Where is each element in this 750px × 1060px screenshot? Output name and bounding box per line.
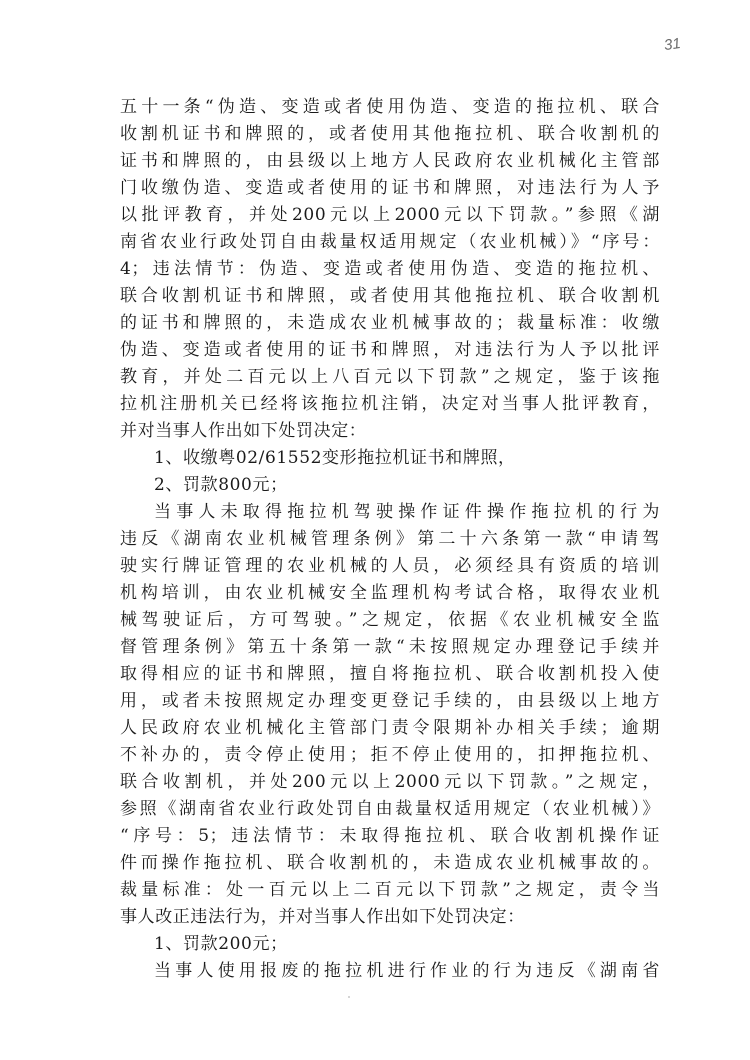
text-line: “序号：5；违法情节：未取得拖拉机、联合收割机操作证 bbox=[120, 826, 660, 846]
text-line: 督管理条例》第五十条第一款“未按照规定办理登记手续并 bbox=[120, 637, 660, 657]
text-line: 驶实行牌证管理的农业机械的人员，必须经具有资质的培训 bbox=[120, 556, 660, 576]
scan-speck bbox=[348, 996, 350, 998]
text-line: 机构培训，由农业机械安全监理机构考试合格，取得农业机 bbox=[120, 583, 660, 603]
text-line: 械驾驶证后，方可驾驶。”之规定，依据《农业机械安全监 bbox=[120, 610, 660, 630]
text-line: 1、收缴粤02/61552变形拖拉机证书和牌照， bbox=[154, 448, 516, 468]
text-line: 参照《湖南省农业行政处罚自由裁量权适用规定（农业机械）》 bbox=[120, 799, 660, 819]
body-text bbox=[120, 94, 660, 985]
text-line: 不补办的，责令停止使用；拒不停止使用的，扣押拖拉机、 bbox=[120, 745, 660, 765]
text-line: 违反《湖南农业机械管理条例》第二十六条第一款“申请驾 bbox=[120, 529, 660, 549]
text-line: 人民政府农业机械化主管部门责令限期补办相关手续；逾期 bbox=[120, 718, 660, 738]
text-line: 1、罚款200元； bbox=[154, 934, 288, 954]
text-line: 事人改正违法行为，并对当事人作出如下处罚决定： bbox=[120, 907, 525, 927]
text-line: 联合收割机，并处200元以上2000元以下罚款。”之规定， bbox=[120, 772, 660, 792]
text-line: 收割机证书和牌照的，或者使用其他拖拉机、联合收割机的 bbox=[120, 124, 660, 144]
text-line: 联合收割机证书和牌照，或者使用其他拖拉机、联合收割机 bbox=[120, 286, 660, 306]
text-line: 当事人使用报废的拖拉机进行作业的行为违反《湖南省 bbox=[154, 961, 660, 981]
text-line: 取得相应的证书和牌照，擅自将拖拉机、联合收割机投入使 bbox=[120, 664, 660, 684]
text-line: 证书和牌照的，由县级以上地方人民政府农业机械化主管部 bbox=[120, 151, 660, 171]
text-line: 裁量标准：处一百元以上二百元以下罚款”之规定，责令当 bbox=[120, 880, 660, 900]
page-number: 31 bbox=[662, 34, 682, 55]
text-line: 教育，并处二百元以上八百元以下罚款”之规定，鉴于该拖 bbox=[120, 367, 660, 387]
text-line: 以批评教育，并处200元以上2000元以下罚款。”参照《湖 bbox=[120, 205, 660, 225]
text-line: 当事人未取得拖拉机驾驶操作证件操作拖拉机的行为 bbox=[154, 502, 660, 522]
text-line: 门收缴伪造、变造或者使用的证书和牌照，对违法行为人予 bbox=[120, 178, 660, 198]
text-line: 用，或者未按照规定办理变更登记手续的，由县级以上地方 bbox=[120, 691, 660, 711]
text-line: 拉机注册机关已经将该拖拉机注销，决定对当事人批评教育， bbox=[120, 394, 660, 414]
text-line: 的证书和牌照的，未造成农业机械事故的；裁量标准：收缴 bbox=[120, 313, 660, 333]
text-line: 南省农业行政处罚自由裁量权适用规定（农业机械）》“序号： bbox=[120, 232, 660, 252]
text-line: 件而操作拖拉机、联合收割机的，未造成农业机械事故的。 bbox=[120, 853, 660, 873]
text-line: 伪造、变造或者使用的证书和牌照，对违法行为人予以批评 bbox=[120, 340, 660, 360]
text-line: 2、罚款800元； bbox=[154, 475, 288, 495]
text-line: 五十一条“伪造、变造或者使用伪造、变造的拖拉机、联合 bbox=[120, 97, 660, 117]
text-line: 并对当事人作出如下处罚决定： bbox=[120, 421, 367, 441]
text-line: 4；违法情节：伪造、变造或者使用伪造、变造的拖拉机、 bbox=[120, 259, 660, 279]
